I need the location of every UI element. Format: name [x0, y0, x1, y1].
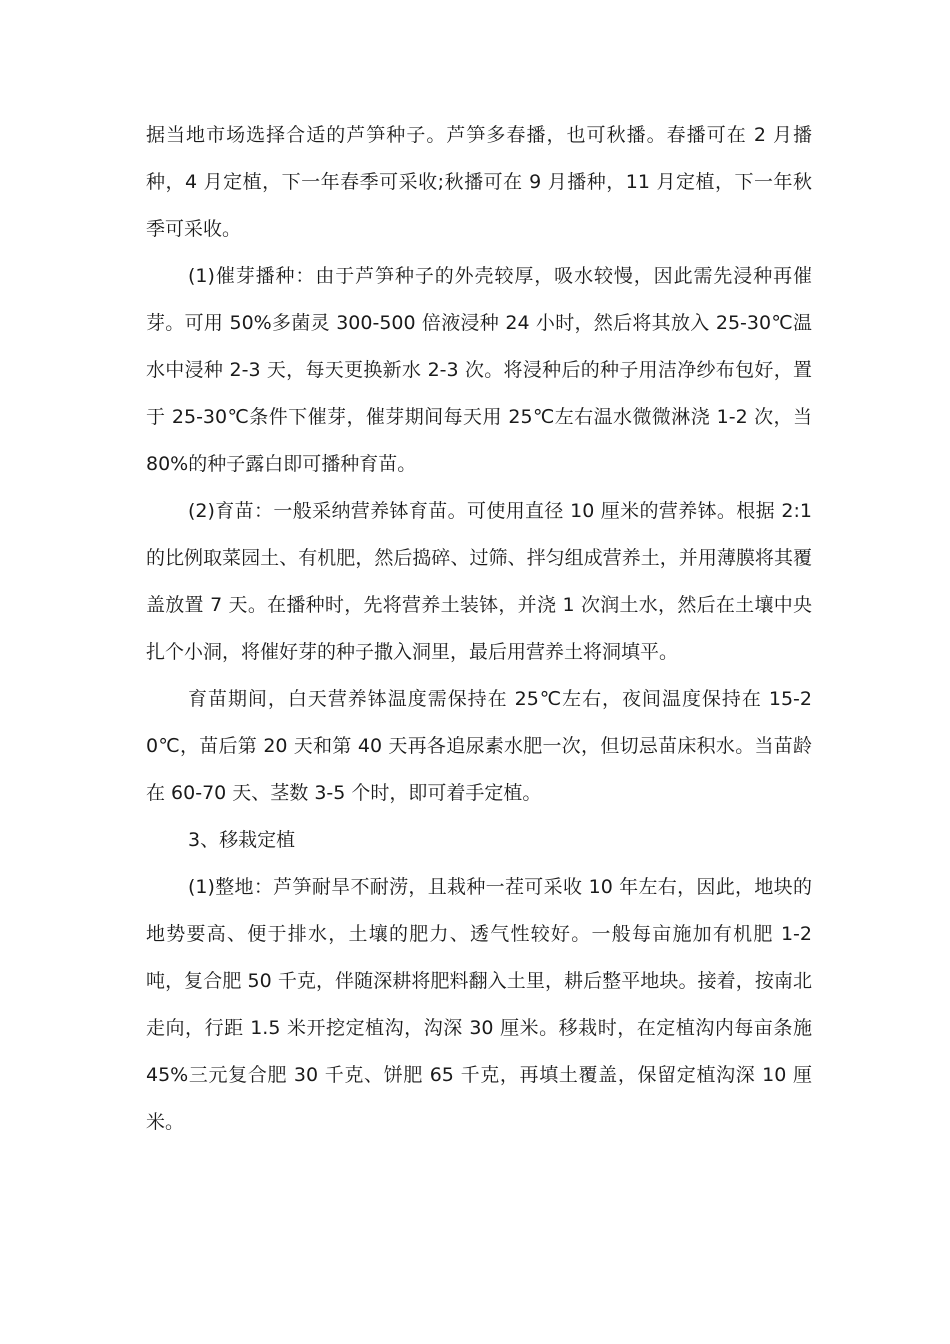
document-body: [146, 112, 812, 1146]
paragraph-land-preparation: (1)整地：芦笋耐旱不耐涝，且栽种一茬可采收 10 年左右，因此，地块的地势要高、便于排水，土壤的肥力、透气性较好。一般每亩施加有机肥 1-2 吨，复合肥 50 千克，伴随深耕将肥料翻入土里，耕后整平地块。接着，按南北走向，行距 1.5 米开挖定植沟，沟深 30 厘米。移栽时，在定植沟内每亩条施 45%三元复合肥 30 千克、饼肥 65 千克，再填土覆盖，保留定植沟深 10 厘米。: [146, 876, 812, 1133]
paragraph-seed-selection: 据当地市场选择合适的芦笋种子。芦笋多春播，也可秋播。春播可在 2 月播种，4 月定植，下一年春季可采收;秋播可在 9 月播种，11 月定植，下一年秋季可采收。: [146, 124, 812, 240]
paragraph-germination-sowing: (1)催芽播种：由于芦笋种子的外壳较厚，吸水较慢，因此需先浸种再催芽。可用 50%多菌灵 300-500 倍液浸种 24 小时，然后将其放入 25-30℃温水中浸种 2-3 天，每天更换新水 2-3 次。将浸种后的种子用洁净纱布包好，置于 25-30℃条件下催芽，催芽期间每天用 25℃左右温水微微淋浇 1-2 次，当 80%的种子露白即可播种育苗。: [146, 265, 812, 475]
paragraph-seedling-period: 育苗期间，白天营养钵温度需保持在 25℃左右，夜间温度保持在 15-20℃，苗后第 20 天和第 40 天再各追尿素水肥一次，但切忌苗床积水。当苗龄在 60-70 天、茎数 3-5 个时，即可着手定植。: [146, 688, 812, 804]
paragraph-seedling-raising: (2)育苗：一般采纳营养钵育苗。可使用直径 10 厘米的营养钵。根据 2:1 的比例取菜园土、有机肥，然后捣碎、过筛、拌匀组成营养土，并用薄膜将其覆盖放置 7 天。在播种时，先将营养土装钵，并浇 1 次润土水，然后在土壤中央扎个小洞，将催好芽的种子撒入洞里，最后用营养土将洞填平。: [146, 500, 812, 663]
section-heading-transplanting: 3、移栽定植: [188, 829, 296, 851]
